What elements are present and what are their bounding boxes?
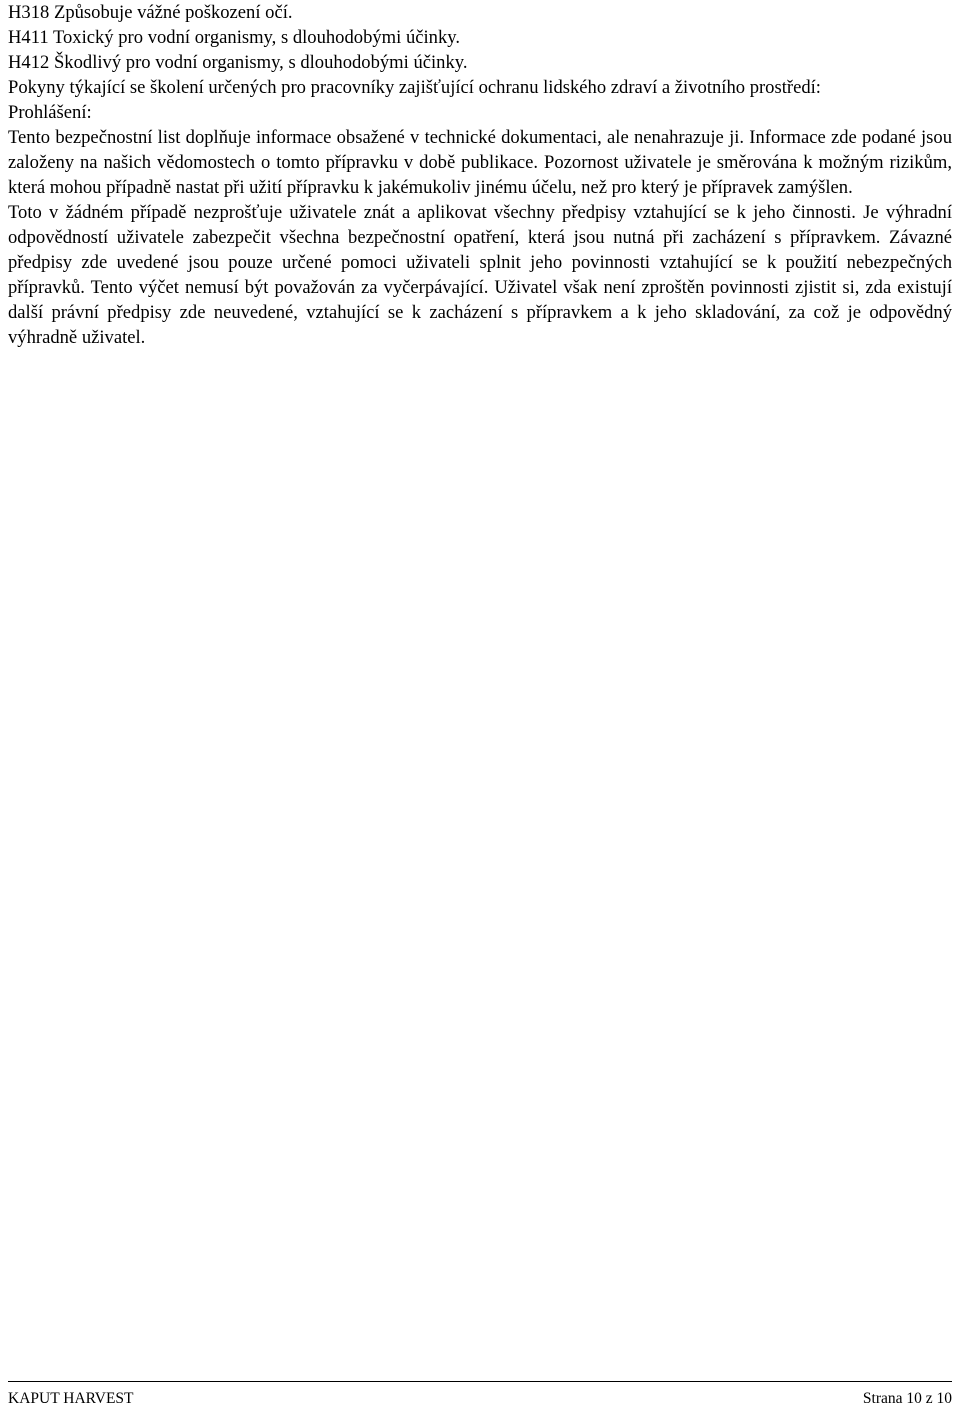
declaration-heading: Prohlášení: [8,102,92,123]
page-footer [8,1389,952,1409]
page-number: Strana 10 z 10 [862,1390,952,1407]
training-instructions-heading: Pokyny týkající se školení určených pro pracovníky zajišťující ochranu lidského zdraví a životního prostředí: [8,77,821,98]
footer-company-name: KAPUT HARVEST [8,1390,134,1407]
declaration-paragraph: Tento bezpečnostní list doplňuje informace obsažené v technické dokumentaci, ale nenahrazuje ji. Informace zde podané jsou založeny na našich vědomostech o tomto přípravku v době publikace. Pozornost uživatele je směrována k možným rizikům, která mohou případně nastat při užití přípravku k jakémukoliv jinému účelu, než pro který je přípravek zamýšlen. [8,127,952,198]
hazard-statement-h411: H411 Toxický pro vodní organismy, s dlouhodobými účinky. [8,27,460,48]
document-body [8,0,952,350]
footer-divider [8,1381,952,1382]
declaration-paragraph: Toto v žádném případě nezprošťuje uživatele znát a aplikovat všechny předpisy vztahující se k jeho činnosti. Je výhradní odpovědností uživatele zabezpečit všechna bezpečnostní opatření, která jsou nutná při zacházení s přípravkem. Závazné předpisy zde uvedené jsou pouze určené pomoci uživateli splnit jeho povinnosti vztahující se k použití nebezpečných přípravků. Tento výčet nemusí být považován za vyčerpávající. Uživatel však není zproštěn povinnosti zjistit si, zda existují další právní předpisy zde neuvedené, vztahující se k zacházení s přípravkem a k jeho skladování, za což je odpovědný výhradně uživatel. [8,202,952,348]
hazard-statement-h318: H318 Způsobuje vážné poškození očí. [8,2,293,23]
hazard-statement-h412: H412 Škodlivý pro vodní organismy, s dlouhodobými účinky. [8,52,468,73]
